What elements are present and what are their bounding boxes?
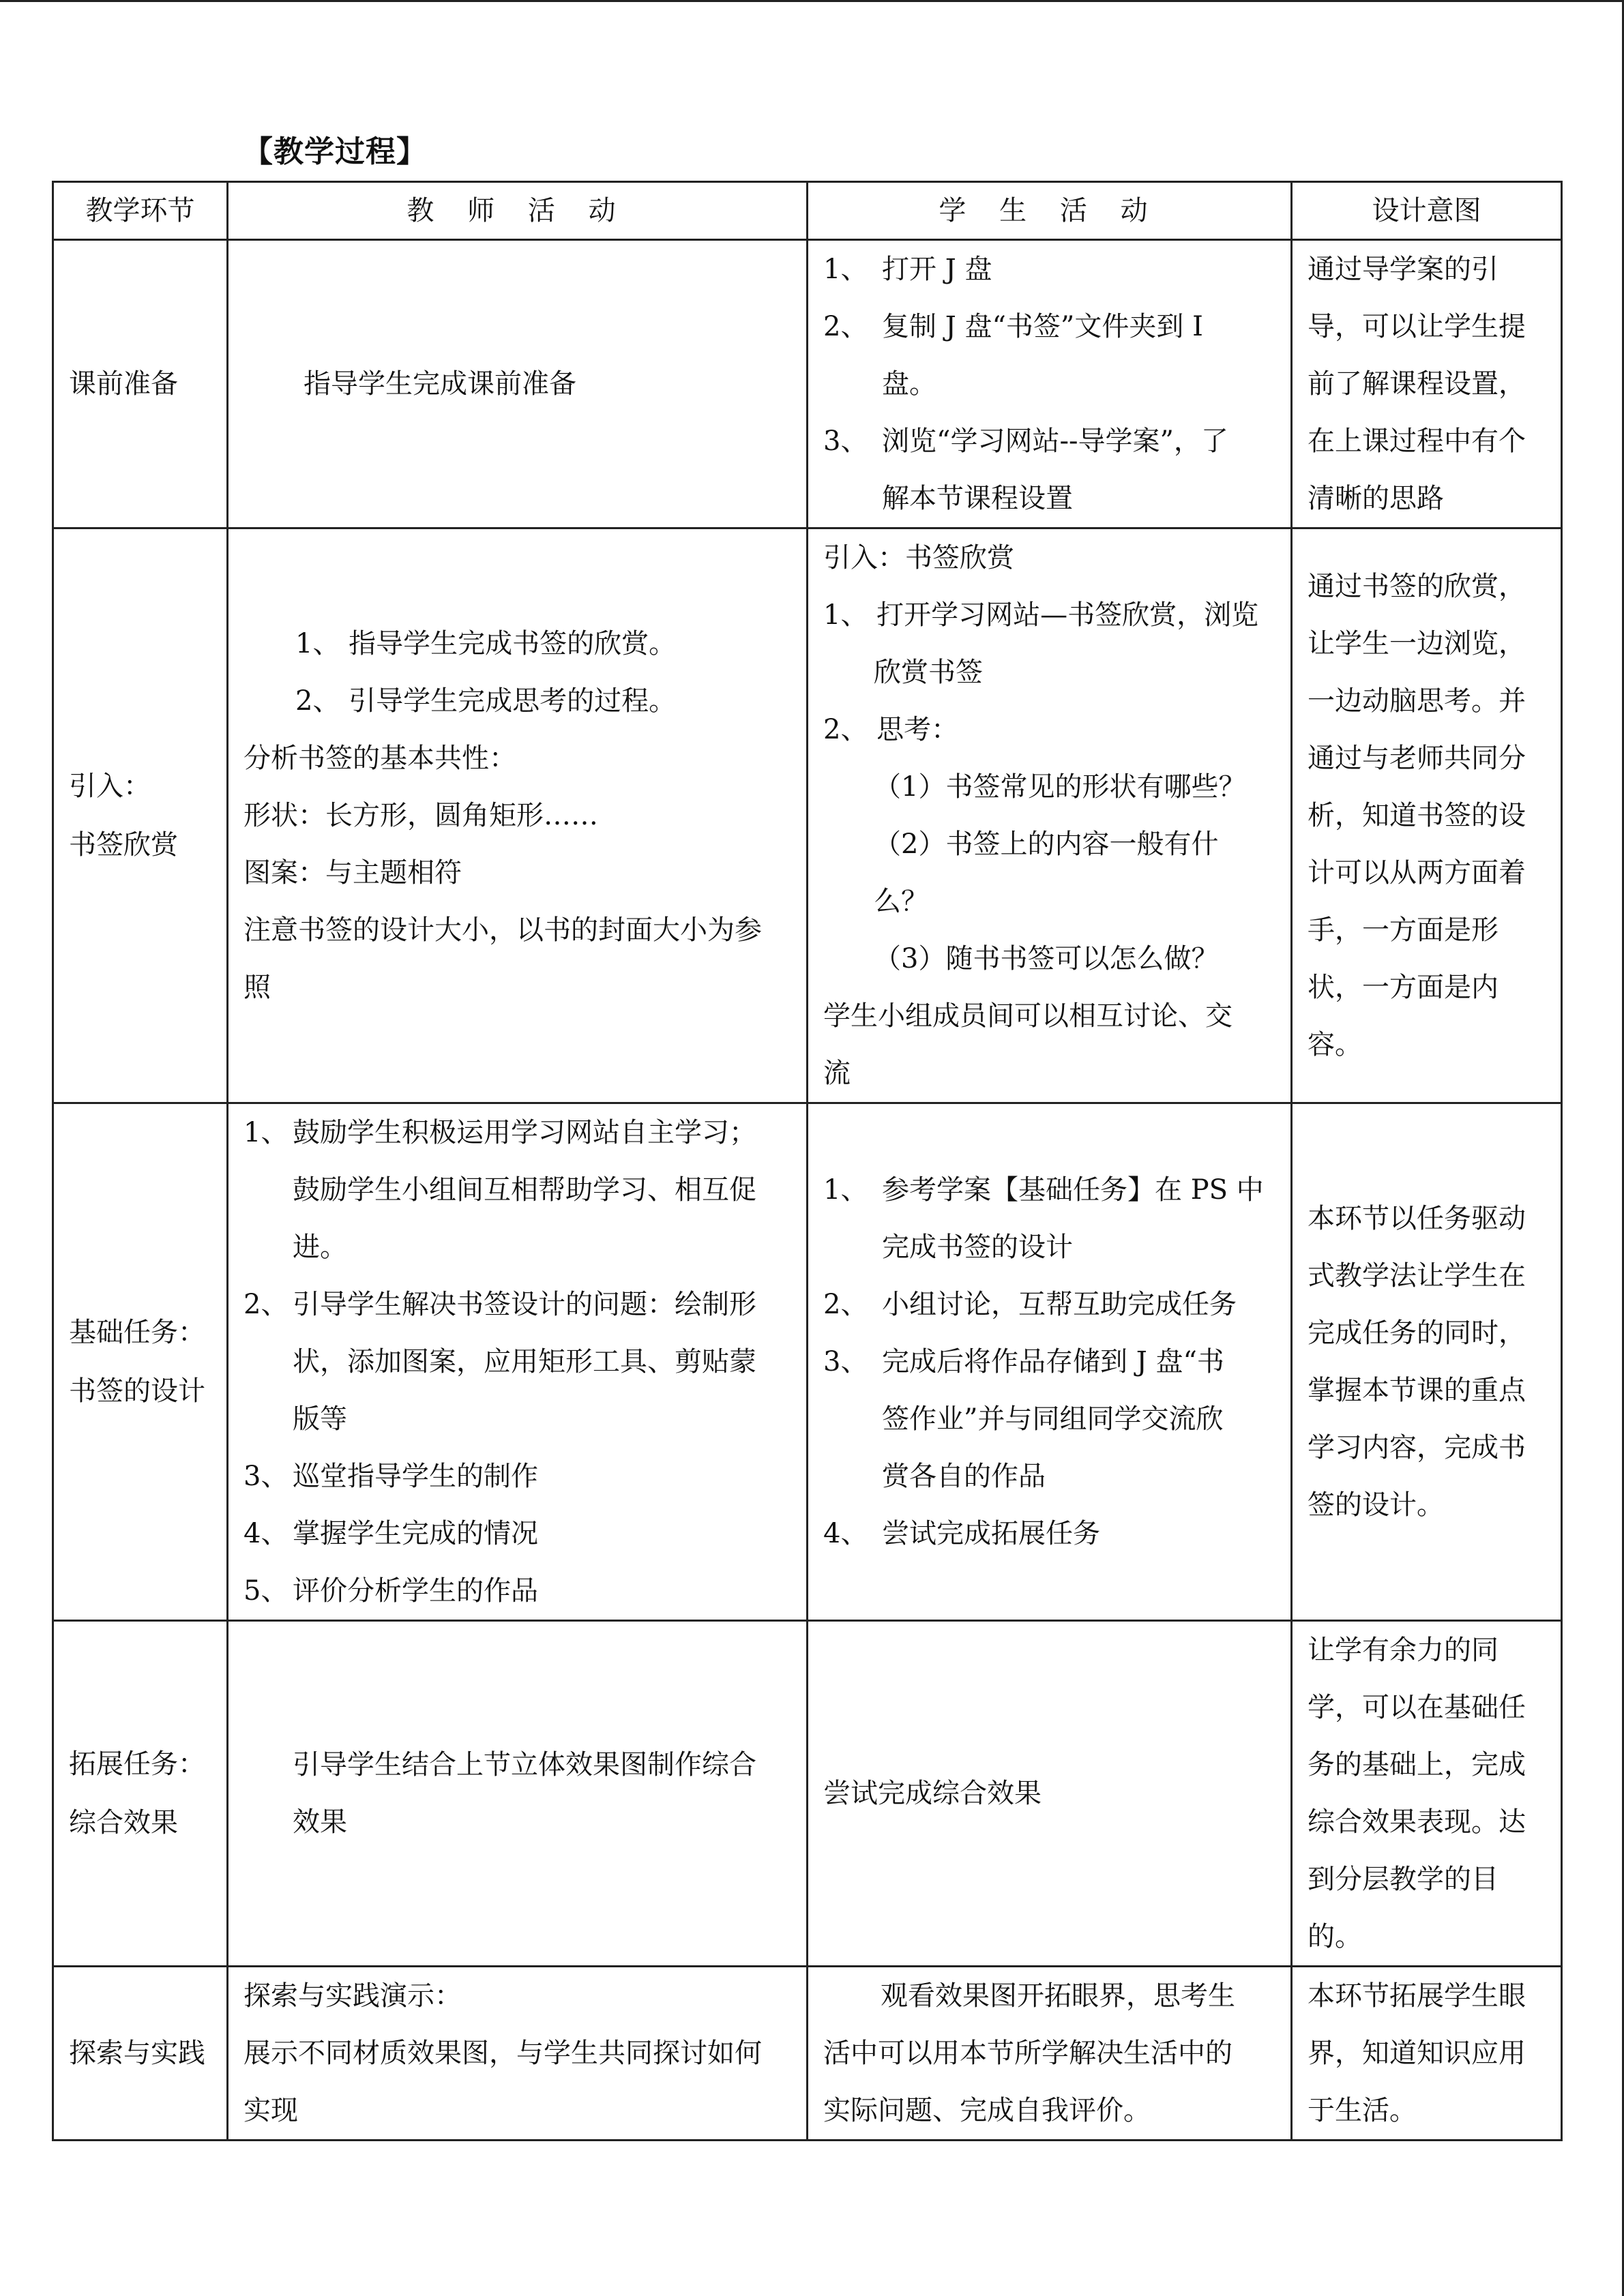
intent-cell: [1292, 240, 1562, 528]
teacher-text: 2、 引导学生完成思考的过程。: [295, 685, 677, 717]
item-number: 5、: [243, 1575, 289, 1607]
teacher-text: 实现: [243, 2095, 298, 2126]
student-text: （3）随书书签可以怎么做？: [874, 943, 1219, 974]
header-teacher-activity: 教 师 活 动: [228, 182, 808, 240]
teacher-text: 注意书签的设计大小，以书的封面大小为参: [243, 914, 762, 946]
item-text: 复制 J 盘“书签”文件夹到 I: [882, 311, 1203, 342]
item-text: 版等: [293, 1403, 347, 1435]
teacher-text: 形状：长方形，圆角矩形……: [243, 800, 598, 831]
student-cell: [808, 1967, 1292, 2141]
stage-cell: [53, 1621, 228, 1967]
item-text: 签作业”并与同组同学交流欣: [882, 1403, 1224, 1435]
stage-cell: [53, 240, 228, 528]
intent-text: 一边动脑思考。并: [1308, 685, 1526, 717]
item-number: 3、: [243, 1461, 289, 1492]
intent-cell: [1292, 1621, 1562, 1967]
student-cell: [808, 1621, 1292, 1967]
intent-text: 析，知道书签的设: [1308, 800, 1526, 831]
list-item: [823, 1505, 1275, 1562]
intent-text: 计可以从两方面着: [1308, 857, 1526, 889]
list-item: [243, 1276, 791, 1448]
intent-text: 在上课过程中有个: [1308, 426, 1526, 457]
header-stage: 教学环节: [53, 182, 228, 240]
intent-text: 完成任务的同时，: [1308, 1317, 1526, 1349]
intent-text: 导，可以让学生提: [1308, 311, 1526, 342]
list-item: [823, 413, 1275, 527]
intent-text: 掌握本节课的重点: [1308, 1375, 1526, 1406]
intent-text: 前了解课程设置，: [1308, 368, 1526, 400]
teacher-text: 1、 指导学生完成书签的欣赏。: [295, 628, 677, 659]
list-item: [823, 1161, 1275, 1276]
student-cell: [808, 528, 1292, 1103]
student-text: 2、 思考：: [823, 714, 959, 745]
item-number: 1、: [823, 1174, 868, 1206]
item-text: 解本节课程设置: [882, 483, 1073, 514]
list-item: [823, 298, 1275, 413]
teacher-cell: [228, 528, 808, 1103]
item-number: 2、: [243, 1289, 289, 1320]
intent-text: 签的设计。: [1308, 1489, 1444, 1521]
student-text: 1、 打开学习网站—书签欣赏，浏览: [823, 599, 1259, 631]
stage-text: 拓展任务：: [69, 1748, 205, 1780]
item-text: 打开 J 盘: [882, 254, 992, 285]
item-text: 完成后将作品存储到 J 盘“书: [882, 1346, 1224, 1377]
intent-text: 的。: [1308, 1921, 1362, 1952]
student-cell: [808, 240, 1292, 528]
student-text: 么？: [874, 886, 928, 917]
stage-text: 基础任务：: [69, 1317, 205, 1348]
table-row: [53, 1967, 1562, 2141]
teaching-process-table: [52, 181, 1563, 2141]
student-text: （1）书签常见的形状有哪些？: [874, 771, 1246, 803]
intent-text: 让学生一边浏览，: [1308, 628, 1526, 659]
stage-text: 书签欣赏: [69, 829, 178, 861]
list-item: [243, 1104, 791, 1276]
item-text: 鼓励学生小组间互相帮助学习、相互促: [293, 1174, 756, 1206]
item-text: 浏览“学习网站--导学案”，了: [882, 426, 1228, 457]
item-number: 4、: [243, 1518, 289, 1549]
stage-text: 书签的设计: [69, 1375, 205, 1407]
item-number: 3、: [823, 1346, 868, 1377]
student-text: 活中可以用本节所学解决生活中的: [823, 2038, 1232, 2069]
table-row: [53, 1103, 1562, 1621]
stage-text: 探索与实践: [69, 2038, 205, 2069]
item-text: 引导学生解决书签设计的问题：绘制形: [293, 1289, 756, 1320]
teacher-cell: [228, 1967, 808, 2141]
stage-text: 课前准备: [69, 368, 178, 400]
teacher-text: 照: [243, 972, 271, 1003]
item-text: 巡堂指导学生的制作: [293, 1461, 538, 1492]
header-design-intent: 设计意图: [1292, 182, 1562, 240]
student-text: 尝试完成综合效果: [823, 1778, 1042, 1809]
item-text: 进。: [293, 1232, 347, 1263]
intent-text: 学，可以在基础任: [1308, 1692, 1526, 1723]
item-text: 参考学案【基础任务】在 PS 中: [882, 1174, 1264, 1206]
intent-cell: [1292, 528, 1562, 1103]
teacher-cell: [228, 1103, 808, 1621]
intent-text: 综合效果表现。达: [1308, 1806, 1526, 1838]
intent-text: 通过导学案的引: [1308, 254, 1498, 285]
intent-text: 务的基础上，完成: [1308, 1749, 1526, 1780]
intent-cell: [1292, 1967, 1562, 2141]
teacher-cell: [228, 240, 808, 528]
teacher-text: 引导学生结合上节立体效果图制作综合: [293, 1749, 756, 1780]
table-row: [53, 240, 1562, 528]
student-text: 学生小组成员间可以相互讨论、交: [823, 1000, 1232, 1032]
table-row: [53, 528, 1562, 1103]
stage-cell: [53, 1967, 228, 2141]
intent-text: 到分层教学的目: [1308, 1864, 1498, 1895]
student-text: 实际问题、完成自我评价。: [823, 2095, 1151, 2126]
table-header-row: [53, 182, 1562, 240]
teacher-text: 展示不同材质效果图，与学生共同探讨如何: [243, 2038, 762, 2069]
stage-cell: [53, 528, 228, 1103]
intent-text: 通过书签的欣赏，: [1308, 571, 1526, 602]
item-number: 1、: [243, 1117, 289, 1148]
intent-text: 让学有余力的同: [1308, 1635, 1498, 1666]
intent-text: 容。: [1308, 1029, 1362, 1060]
item-text: 小组讨论，互帮互助完成任务: [882, 1289, 1237, 1320]
item-text: 完成书签的设计: [882, 1232, 1073, 1263]
teacher-cell: [228, 1621, 808, 1967]
student-text: 流: [823, 1058, 851, 1089]
section-heading: 【教学过程】: [243, 134, 427, 169]
intent-text: 本环节拓展学生眼: [1308, 1980, 1526, 2012]
intent-text: 本环节以任务驱动: [1308, 1203, 1526, 1234]
list-item: [243, 1505, 791, 1562]
item-text: 盘。: [882, 368, 936, 400]
teacher-text: 分析书签的基本共性：: [243, 743, 516, 774]
table-row: [53, 1621, 1562, 1967]
student-text: 观看效果图开拓眼界，思考生: [881, 1980, 1235, 2012]
item-number: 2、: [823, 1289, 868, 1320]
teacher-text: 效果: [293, 1806, 347, 1838]
item-number: 1、: [823, 254, 868, 285]
intent-text: 界，知道知识应用: [1308, 2038, 1526, 2069]
item-text: 评价分析学生的作品: [293, 1575, 538, 1607]
list-item: [823, 1333, 1275, 1505]
list-item: [823, 1276, 1275, 1333]
intent-text: 通过与老师共同分: [1308, 743, 1526, 774]
student-text: （2）书签上的内容一般有什: [874, 829, 1219, 860]
intent-text: 状，一方面是内: [1308, 972, 1498, 1003]
teacher-text: 图案：与主题相符: [243, 857, 462, 889]
item-text: 鼓励学生积极运用学习网站自主学习；: [293, 1117, 756, 1148]
item-text: 掌握学生完成的情况: [293, 1518, 538, 1549]
list-item: [823, 241, 1275, 298]
item-text: 状，添加图案，应用矩形工具、剪贴蒙: [293, 1346, 756, 1377]
stage-cell: [53, 1103, 228, 1621]
item-number: 2、: [823, 311, 868, 342]
intent-text: 手，一方面是形: [1308, 914, 1498, 946]
intent-text: 于生活。: [1308, 2095, 1417, 2126]
intent-text: 式教学法让学生在: [1308, 1260, 1526, 1292]
intent-text: 学习内容，完成书: [1308, 1432, 1526, 1463]
stage-text: 引入：: [69, 771, 151, 802]
student-text: 引入：书签欣赏: [823, 542, 1014, 573]
stage-text: 综合效果: [69, 1807, 178, 1838]
teacher-text: 指导学生完成课前准备: [304, 368, 576, 400]
item-text: 赏各自的作品: [882, 1461, 1046, 1492]
header-student-activity: 学 生 活 动: [808, 182, 1292, 240]
teacher-text: 探索与实践演示：: [243, 1980, 462, 2012]
intent-text: 清晰的思路: [1308, 483, 1444, 514]
student-cell: [808, 1103, 1292, 1621]
intent-cell: [1292, 1103, 1562, 1621]
student-text: 欣赏书签: [874, 657, 983, 688]
item-number: 4、: [823, 1518, 868, 1549]
item-number: 3、: [823, 426, 868, 457]
list-item: [243, 1562, 791, 1620]
list-item: [243, 1448, 791, 1505]
item-text: 尝试完成拓展任务: [882, 1518, 1100, 1549]
